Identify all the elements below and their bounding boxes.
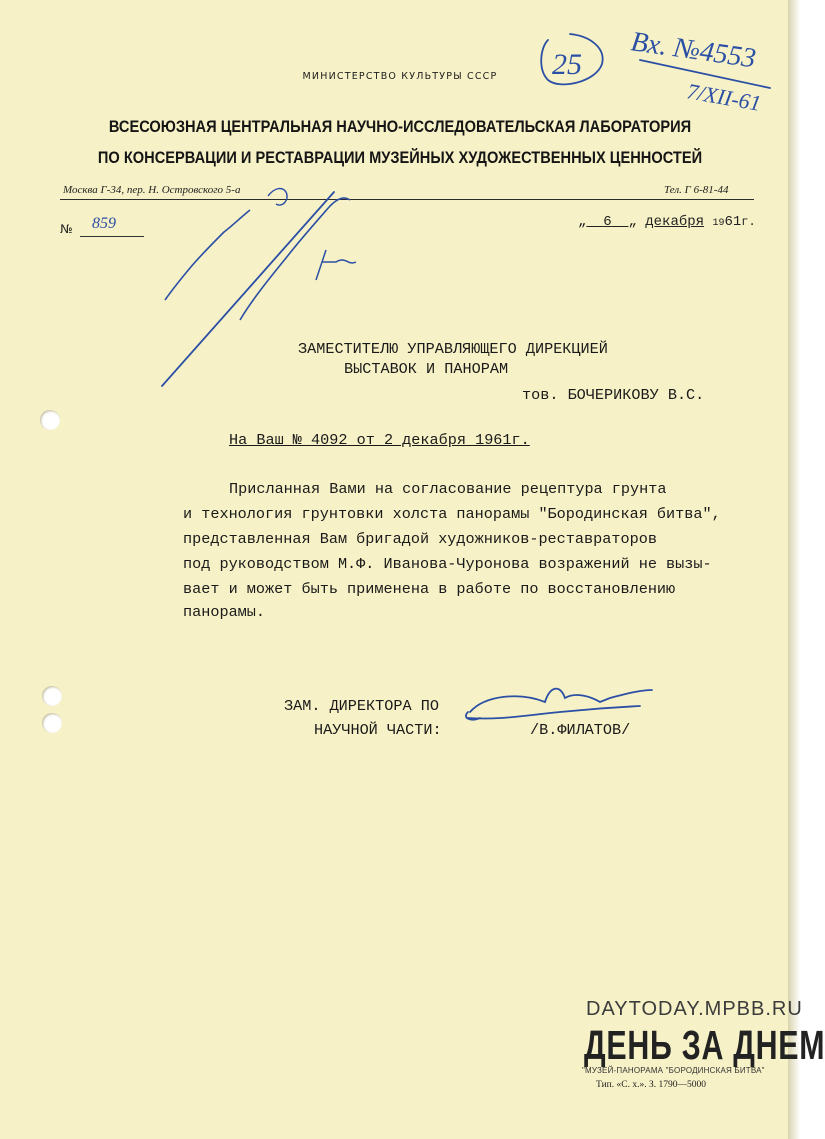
date-close-quote: „: [628, 214, 637, 230]
signatory-title-2: НАУЧНОЙ ЧАСТИ:: [314, 721, 442, 739]
incoming-date: 7/XII-61: [685, 78, 763, 116]
resolution-scribble: [165, 189, 356, 320]
watermark-subtitle: "МУЗЕЙ-ПАНОРАМА "БОРОДИНСКАЯ БИТВА": [582, 1066, 765, 1075]
incoming-count: 25: [552, 48, 582, 81]
address: Москва Г-34, пер. Н. Островского 5-а: [63, 184, 241, 196]
body-line: и технология грунтовки холста панорамы "Бородинская битва",: [183, 505, 721, 523]
signatory-name: /В.ФИЛАТОВ/: [530, 721, 631, 739]
subject-reference: На Ваш № 4092 от 2 декабря 1961г.: [229, 431, 530, 449]
date-open-quote: „: [578, 214, 587, 230]
addressee-line-3: тов. БОЧЕРИКОВУ В.С.: [522, 386, 705, 404]
date-year-prefix: 19: [712, 218, 725, 229]
body-line: Присланная Вами на согласование рецептура грунта: [229, 480, 667, 498]
phone: Тел. Г 6-81-44: [664, 184, 729, 196]
organization-line-2: ПО КОНСЕРВАЦИИ И РЕСТАВРАЦИИ МУЗЕЙНЫХ ХУДОЖЕСТВЕННЫХ ЦЕННОСТЕЙ: [97, 148, 703, 167]
addressee-line-2: ВЫСТАВОК И ПАНОРАМ: [344, 360, 509, 378]
date-year: 61: [724, 214, 742, 230]
date-suffix: г.: [741, 215, 756, 229]
body-line: представленная Вам бригадой художников-реставраторов: [183, 530, 657, 548]
signatory-title-1: ЗАМ. ДИРЕКТОРА ПО: [284, 697, 439, 715]
ministry-title: МИНИСТЕРСТВО КУЛЬТУРЫ СССР: [302, 71, 498, 82]
body-line: панорамы.: [183, 603, 266, 621]
date-day-value: 6: [603, 214, 612, 230]
signature-flourish: [470, 689, 652, 712]
addressee-line-1: ЗАМЕСТИТЕЛЮ УПРАВЛЯЮЩЕГО ДИРЕКЦИЕЙ: [298, 340, 608, 358]
print-line: Тип. «С. х.». З. 1790—5000: [596, 1080, 706, 1090]
watermark-url: DAYTODAY.MPBB.RU: [586, 998, 803, 1020]
signature-underline: [468, 706, 640, 719]
watermark-title: ДЕНЬ ЗА ДНЕМ: [584, 1022, 825, 1068]
date-month: декабря: [645, 214, 705, 230]
organization-line-1: ВСЕСОЮЗНАЯ ЦЕНТРАЛЬНАЯ НАУЧНО-ИССЛЕДОВАТЕЛЬСКАЯ ЛАБОРАТОРИЯ: [108, 117, 692, 136]
outgoing-number: 859: [92, 215, 116, 232]
number-label: №: [60, 222, 73, 236]
body-line: под руководством М.Ф. Иванова-Чуронова возражений не вызы-: [183, 555, 712, 573]
incoming-reg: Вх. №4553: [629, 26, 758, 75]
body-line: вает и может быть применена в работе по восстановлению: [183, 580, 676, 598]
